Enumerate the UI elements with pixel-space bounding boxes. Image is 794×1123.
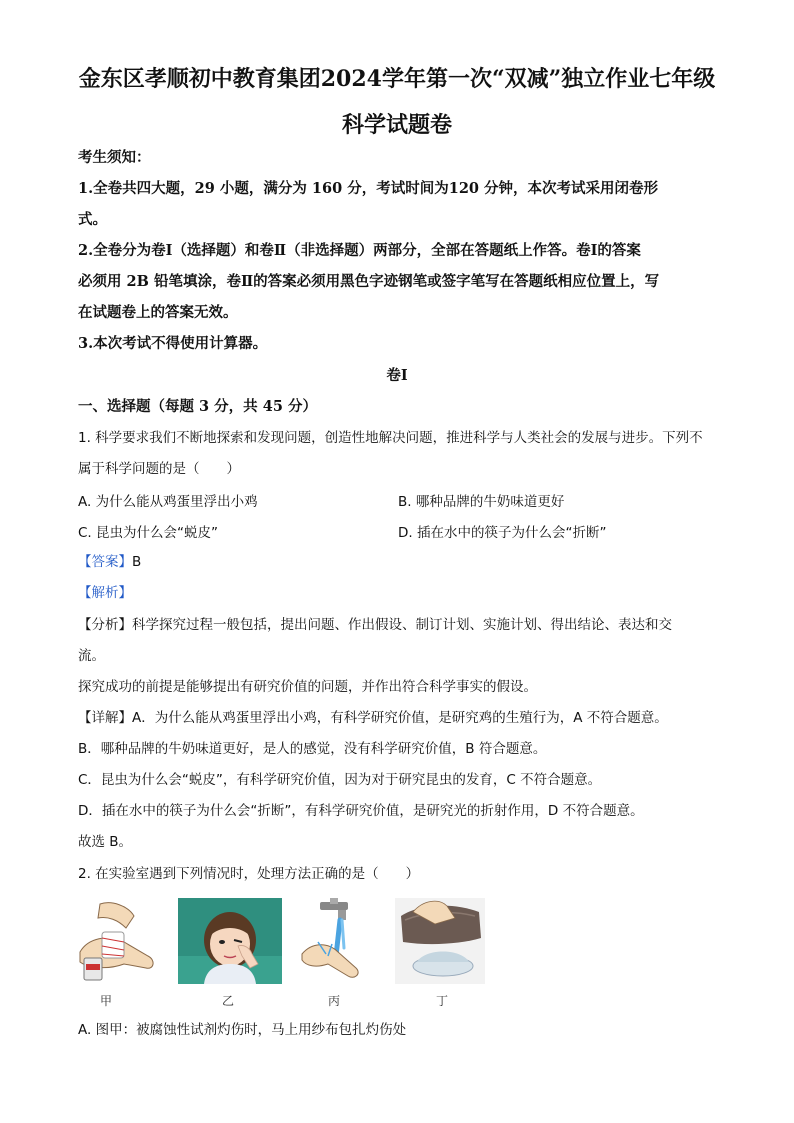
q1-detail-a (78, 708, 720, 728)
notice-item2-line3: 在试题卷上的答案无效。 (78, 304, 238, 321)
answer-label: 【答案】 (78, 554, 132, 570)
analysis-label: 【解析】 (78, 585, 132, 601)
fenxi-label: 【分析】 (78, 617, 132, 633)
exam-title-line2: 科学试题卷 (341, 112, 452, 138)
figure-bing-rinsing (298, 898, 370, 984)
q2-stem: 2. 在实验室遇到下列情况时，处理方法正确的是（ ） (78, 866, 420, 882)
notice-heading: 考生须知： (78, 149, 151, 166)
notice-item1-line1: 1.全卷共四大题，29 小题，满分为 160 分，考试时间为120 分钟，本次考试采用闭卷形 (78, 180, 659, 197)
volume-label: 卷Ⅰ (386, 367, 408, 384)
q1-fenxi-line3: 探究成功的前提是能够提出有研究价值的问题，并作出符合科学事实的假设。 (78, 679, 537, 695)
figure-yi-eye-rubbing (178, 898, 282, 984)
figure-caption-ding: 丁 (436, 994, 449, 1008)
q1-detail-c: C．昆虫为什么会“蜕皮”，有科学研究价值，因为对于研究昆虫的发育，C 不符合题意。 (78, 772, 602, 788)
q2-option-a: A. 图甲：被腐蚀性试剂灼伤时，马上用纱布包扎灼伤处 (78, 1022, 407, 1038)
q1-answer (78, 552, 720, 572)
section1-heading: 一、选择题（每题 3 分，共 45 分） (78, 398, 317, 415)
answer-value: B (132, 554, 142, 570)
notice-item2-line1: 2.全卷分为卷Ⅰ（选择题）和卷Ⅱ（非选择题）两部分，全部在答题纸上作答。卷Ⅰ的答案 (78, 242, 641, 259)
q1-option-c: C. 昆虫为什么会“蜕皮” (78, 525, 218, 541)
detail-label: 【详解】 (78, 710, 132, 726)
q1-option-a: A. 为什么能从鸡蛋里浮出小鸡 (78, 494, 258, 510)
fenxi-text: 科学探究过程一般包括，提出问题、作出假设、制订计划、实施计划、得出结论、表达和交 (132, 617, 672, 633)
q1-stem-line1: 1. 科学要求我们不断地探索和发现问题，创造性地解决问题，推进科学与人类社会的发展与进步。下列不 (78, 430, 703, 446)
exam-title-line1: 金东区孝顺初中教育集团2024学年第一次“双减”独立作业七年级 (78, 66, 716, 92)
q1-stem-line2: 属于科学问题的是（ ） (78, 461, 240, 477)
q1-option-d: D. 插在水中的筷子为什么会“折断” (398, 525, 607, 541)
q1-fenxi-line2: 流。 (78, 648, 105, 664)
figure-caption-jia: 甲 (100, 994, 113, 1008)
q1-fenxi-line1 (78, 615, 720, 635)
figure-jia-bandage (78, 898, 160, 982)
detail-a-text: A．为什么能从鸡蛋里浮出小鸡，有科学研究价值，是研究鸡的生殖行为，A 不符合题意。 (132, 710, 668, 726)
q1-option-b: B. 哪种品牌的牛奶味道更好 (398, 494, 565, 510)
figure-ding-wet-cloth (395, 898, 485, 984)
figure-caption-bing: 丙 (328, 994, 341, 1008)
notice-item2-line2: 必须用 2B 铅笔填涂，卷Ⅱ的答案必须用黑色字迹钢笔或签字笔写在答题纸相应位置上，写 (78, 273, 660, 290)
notice-item3: 3.本次考试不得使用计算器。 (78, 335, 268, 352)
q1-detail-b: B．哪种品牌的牛奶味道更好，是人的感觉，没有科学研究价值，B 符合题意。 (78, 741, 547, 757)
figure-caption-yi: 乙 (222, 994, 235, 1008)
q1-conclusion: 故选 B。 (78, 834, 133, 850)
notice-item1-line2: 式。 (78, 211, 107, 228)
q1-detail-d: D．插在水中的筷子为什么会“折断”，有科学研究价值，是研究光的折射作用，D 不符合题意。 (78, 803, 644, 819)
